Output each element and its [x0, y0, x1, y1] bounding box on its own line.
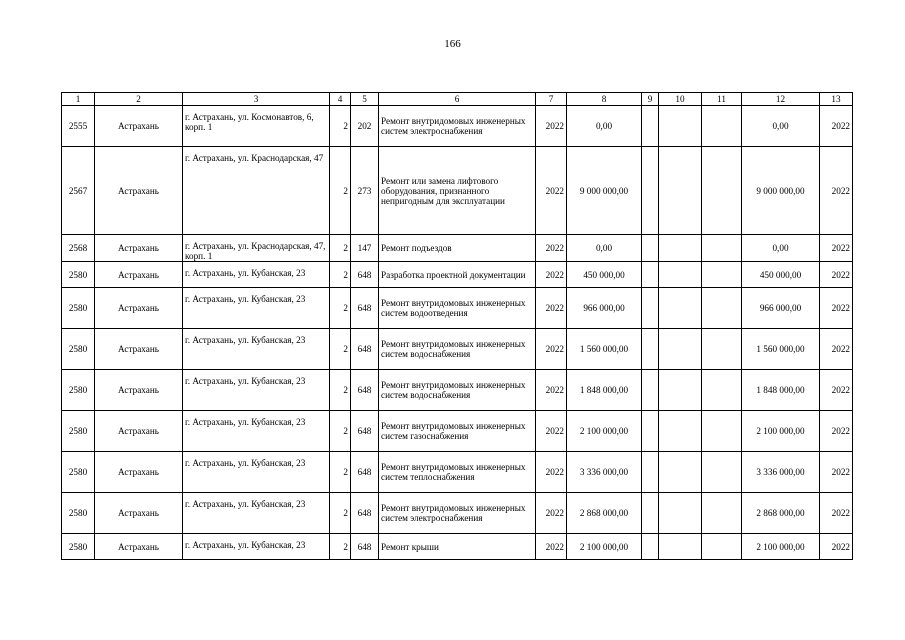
column-9-cell — [642, 493, 659, 534]
work-type-cell: Разработка проектной документации — [379, 262, 536, 288]
column-4-cell: 2 — [330, 147, 351, 235]
table-body — [62, 106, 853, 560]
year-start-cell: 2022 — [536, 262, 567, 288]
column-10-cell — [659, 329, 702, 370]
row-number-cell: 2580 — [62, 370, 95, 411]
column-header-7: 7 — [536, 93, 567, 106]
amount-fund-cell: 9 000 000,00 — [742, 147, 820, 235]
year-start-cell: 2022 — [536, 493, 567, 534]
column-header-4: 4 — [330, 93, 351, 106]
column-header-10: 10 — [659, 93, 702, 106]
municipality-cell: Астрахань — [95, 262, 183, 288]
column-header-2: 2 — [95, 93, 183, 106]
column-11-cell — [702, 147, 742, 235]
column-5-cell: 648 — [351, 329, 379, 370]
municipality-cell: Астрахань — [95, 411, 183, 452]
column-5-cell: 648 — [351, 534, 379, 560]
column-4-cell: 2 — [330, 370, 351, 411]
column-11-cell — [702, 370, 742, 411]
column-11-cell — [702, 106, 742, 147]
amount-total-cell: 2 100 000,00 — [567, 534, 642, 560]
amount-fund-cell: 2 868 000,00 — [742, 493, 820, 534]
column-10-cell — [659, 288, 702, 329]
column-4-cell: 2 — [330, 329, 351, 370]
column-5-cell: 202 — [351, 106, 379, 147]
column-4-cell: 2 — [330, 452, 351, 493]
municipality-cell: Астрахань — [95, 288, 183, 329]
year-start-cell: 2022 — [536, 235, 567, 262]
column-5-cell: 648 — [351, 411, 379, 452]
amount-total-cell: 966 000,00 — [567, 288, 642, 329]
column-11-cell — [702, 235, 742, 262]
year-end-cell: 2022 — [820, 235, 853, 262]
address-cell: г. Астрахань, ул. Кубанская, 23 — [183, 288, 330, 329]
column-10-cell — [659, 370, 702, 411]
year-end-cell: 2022 — [820, 493, 853, 534]
municipality-cell: Астрахань — [95, 329, 183, 370]
amount-total-cell: 2 100 000,00 — [567, 411, 642, 452]
column-5-cell: 273 — [351, 147, 379, 235]
column-header-9: 9 — [642, 93, 659, 106]
column-9-cell — [642, 370, 659, 411]
row-number-cell: 2580 — [62, 534, 95, 560]
column-4-cell: 2 — [330, 235, 351, 262]
column-4-cell: 2 — [330, 106, 351, 147]
year-start-cell: 2022 — [536, 452, 567, 493]
column-5-cell: 648 — [351, 370, 379, 411]
work-type-cell: Ремонт внутридомовых инженерных систем водоотведения — [379, 288, 536, 329]
amount-total-cell: 1 560 000,00 — [567, 329, 642, 370]
amount-total-cell: 450 000,00 — [567, 262, 642, 288]
column-10-cell — [659, 147, 702, 235]
row-number-cell: 2568 — [62, 235, 95, 262]
year-end-cell: 2022 — [820, 147, 853, 235]
work-type-cell: Ремонт внутридомовых инженерных систем электроснабжения — [379, 493, 536, 534]
year-end-cell: 2022 — [820, 370, 853, 411]
row-number-cell: 2567 — [62, 147, 95, 235]
column-10-cell — [659, 106, 702, 147]
table-row — [62, 411, 853, 452]
work-type-cell: Ремонт внутридомовых инженерных систем электроснабжения — [379, 106, 536, 147]
table-row — [62, 370, 853, 411]
row-number-cell: 2580 — [62, 493, 95, 534]
amount-fund-cell: 0,00 — [742, 106, 820, 147]
column-header-12: 12 — [742, 93, 820, 106]
address-cell: г. Астрахань, ул. Кубанская, 23 — [183, 370, 330, 411]
work-type-cell: Ремонт внутридомовых инженерных систем газоснабжения — [379, 411, 536, 452]
amount-fund-cell: 1 560 000,00 — [742, 329, 820, 370]
year-start-cell: 2022 — [536, 534, 567, 560]
table-row — [62, 493, 853, 534]
column-4-cell: 2 — [330, 288, 351, 329]
row-number-cell: 2580 — [62, 329, 95, 370]
column-header-8: 8 — [567, 93, 642, 106]
municipality-cell: Астрахань — [95, 235, 183, 262]
column-9-cell — [642, 288, 659, 329]
column-header-5: 5 — [351, 93, 379, 106]
column-10-cell — [659, 534, 702, 560]
header-row — [62, 93, 853, 106]
column-5-cell: 648 — [351, 288, 379, 329]
column-5-cell: 147 — [351, 235, 379, 262]
column-11-cell — [702, 493, 742, 534]
column-5-cell: 648 — [351, 452, 379, 493]
column-9-cell — [642, 106, 659, 147]
column-header-3: 3 — [183, 93, 330, 106]
address-cell: г. Астрахань, ул. Кубанская, 23 — [183, 534, 330, 560]
table-row — [62, 329, 853, 370]
year-end-cell: 2022 — [820, 534, 853, 560]
column-11-cell — [702, 329, 742, 370]
column-4-cell: 2 — [330, 493, 351, 534]
row-number-cell: 2580 — [62, 288, 95, 329]
amount-fund-cell: 3 336 000,00 — [742, 452, 820, 493]
table-row — [62, 106, 853, 147]
column-4-cell: 2 — [330, 534, 351, 560]
column-11-cell — [702, 452, 742, 493]
amount-fund-cell: 450 000,00 — [742, 262, 820, 288]
table-row — [62, 534, 853, 560]
table-row — [62, 262, 853, 288]
repair-plan-table — [61, 92, 853, 560]
column-header-11: 11 — [702, 93, 742, 106]
column-11-cell — [702, 411, 742, 452]
column-10-cell — [659, 411, 702, 452]
amount-fund-cell: 1 848 000,00 — [742, 370, 820, 411]
amount-total-cell: 0,00 — [567, 106, 642, 147]
column-10-cell — [659, 235, 702, 262]
address-cell: г. Астрахань, ул. Краснодарская, 47, корп. 1 — [183, 235, 330, 262]
address-cell: г. Астрахань, ул. Краснодарская, 47 — [183, 147, 330, 235]
year-start-cell: 2022 — [536, 147, 567, 235]
work-type-cell: Ремонт крыши — [379, 534, 536, 560]
year-end-cell: 2022 — [820, 452, 853, 493]
municipality-cell: Астрахань — [95, 147, 183, 235]
column-9-cell — [642, 147, 659, 235]
municipality-cell: Астрахань — [95, 493, 183, 534]
row-number-cell: 2580 — [62, 262, 95, 288]
address-cell: г. Астрахань, ул. Кубанская, 23 — [183, 411, 330, 452]
year-start-cell: 2022 — [536, 370, 567, 411]
column-11-cell — [702, 262, 742, 288]
column-9-cell — [642, 411, 659, 452]
column-header-6: 6 — [379, 93, 536, 106]
address-cell: г. Астрахань, ул. Кубанская, 23 — [183, 493, 330, 534]
column-9-cell — [642, 262, 659, 288]
column-header-13: 13 — [820, 93, 853, 106]
work-type-cell: Ремонт внутридомовых инженерных систем теплоснабжения — [379, 452, 536, 493]
year-start-cell: 2022 — [536, 411, 567, 452]
table-row — [62, 452, 853, 493]
amount-total-cell: 3 336 000,00 — [567, 452, 642, 493]
year-end-cell: 2022 — [820, 411, 853, 452]
municipality-cell: Астрахань — [95, 534, 183, 560]
page-number: 166 — [444, 38, 461, 50]
work-type-cell: Ремонт внутридомовых инженерных систем водоснабжения — [379, 370, 536, 411]
amount-total-cell: 2 868 000,00 — [567, 493, 642, 534]
work-type-cell: Ремонт или замена лифтового оборудования, признанного непригодным для эксплуатации — [379, 147, 536, 235]
column-5-cell: 648 — [351, 262, 379, 288]
amount-total-cell: 0,00 — [567, 235, 642, 262]
column-4-cell: 2 — [330, 262, 351, 288]
row-number-cell: 2580 — [62, 411, 95, 452]
year-end-cell: 2022 — [820, 329, 853, 370]
row-number-cell: 2580 — [62, 452, 95, 493]
address-cell: г. Астрахань, ул. Кубанская, 23 — [183, 262, 330, 288]
year-start-cell: 2022 — [536, 329, 567, 370]
column-header-1: 1 — [62, 93, 95, 106]
year-end-cell: 2022 — [820, 262, 853, 288]
amount-fund-cell: 2 100 000,00 — [742, 411, 820, 452]
table-row — [62, 147, 853, 235]
work-type-cell: Ремонт подъездов — [379, 235, 536, 262]
column-10-cell — [659, 493, 702, 534]
year-end-cell: 2022 — [820, 288, 853, 329]
column-10-cell — [659, 262, 702, 288]
amount-total-cell: 1 848 000,00 — [567, 370, 642, 411]
address-cell: г. Астрахань, ул. Космонавтов, 6, корп. 1 — [183, 106, 330, 147]
year-end-cell: 2022 — [820, 106, 853, 147]
municipality-cell: Астрахань — [95, 106, 183, 147]
year-start-cell: 2022 — [536, 288, 567, 329]
column-9-cell — [642, 235, 659, 262]
column-9-cell — [642, 329, 659, 370]
column-9-cell — [642, 452, 659, 493]
row-number-cell: 2555 — [62, 106, 95, 147]
municipality-cell: Астрахань — [95, 452, 183, 493]
address-cell: г. Астрахань, ул. Кубанская, 23 — [183, 452, 330, 493]
column-11-cell — [702, 288, 742, 329]
amount-fund-cell: 2 100 000,00 — [742, 534, 820, 560]
column-4-cell: 2 — [330, 411, 351, 452]
column-5-cell: 648 — [351, 493, 379, 534]
amount-fund-cell: 966 000,00 — [742, 288, 820, 329]
address-cell: г. Астрахань, ул. Кубанская, 23 — [183, 329, 330, 370]
amount-fund-cell: 0,00 — [742, 235, 820, 262]
column-11-cell — [702, 534, 742, 560]
table-row — [62, 288, 853, 329]
column-10-cell — [659, 452, 702, 493]
municipality-cell: Астрахань — [95, 370, 183, 411]
table-row — [62, 235, 853, 262]
work-type-cell: Ремонт внутридомовых инженерных систем водоснабжения — [379, 329, 536, 370]
table-header — [62, 93, 853, 106]
year-start-cell: 2022 — [536, 106, 567, 147]
amount-total-cell: 9 000 000,00 — [567, 147, 642, 235]
column-9-cell — [642, 534, 659, 560]
